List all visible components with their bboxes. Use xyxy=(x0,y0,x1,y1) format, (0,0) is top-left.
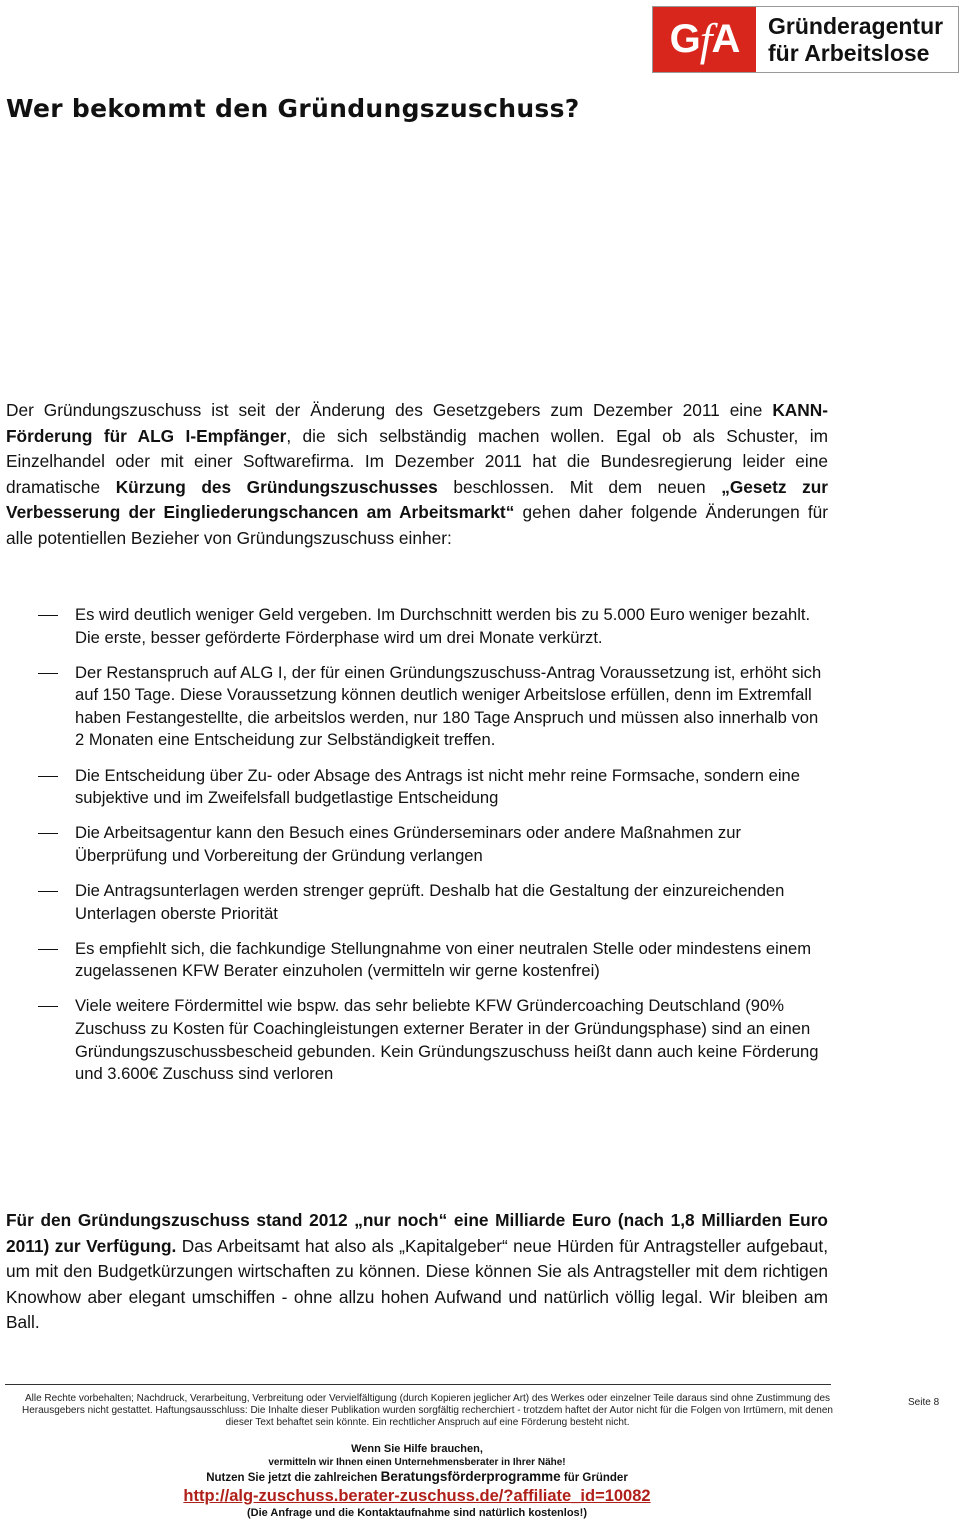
list-item-text: Es empfiehlt sich, die fachkundige Stellungnahme von einer neutralen Stelle oder mindestens einem zugelassenen KFW Berater einzuholen (vermitteln wir gerne kostenfrei) xyxy=(75,938,812,981)
footer-cta xyxy=(0,1442,834,1520)
list-item-text: Die Antragsunterlagen werden strenger geprüft. Deshalb hat die Gestaltung der einzureichenden Unterlagen oberste Priorität xyxy=(75,880,785,923)
list-item-text: Der Restanspruch auf ALG I, der für einen Gründungszuschuss-Antrag Voraussetzung ist, erhöht sich auf 150 Tage. Diese Voraussetzung können deutlich weniger Arbeitslose erfüllen, denn im Extremfall haben Festangestellte, die arbeitslos werden, nur 180 Tage Anspruch und müssen also innerhalb von 2 Monaten eine Entscheidung zur Selbständigkeit treffen. xyxy=(75,662,822,750)
footer-divider xyxy=(5,1384,831,1385)
dash-bullet-icon xyxy=(38,949,58,950)
dash-bullet-icon xyxy=(38,776,58,777)
dash-bullet-icon xyxy=(38,891,58,892)
intro-text: gehen daher folgende Änderungen für alle potentiellen Bezieher von Gründungszuschuss einher: xyxy=(6,502,829,548)
dash-bullet-icon xyxy=(38,1006,58,1007)
intro-paragraph xyxy=(6,398,828,551)
cta-line-2: vermitteln wir Ihnen einen Unternehmensberater in Ihrer Nähe! xyxy=(268,1457,566,1468)
legal-notice: Alle Rechte vorbehalten; Nachdruck, Verarbeitung, Verbreitung oder Vervielfältigung (durch Kopieren jeglicher Art) des Werkes oder einzelner Teile daraus sind ohne Zustimmung des Herausgebers nicht gestattet. Haftungsausschluss: Die Inhalte dieser Publikation wurden sorgfältig recherchiert - trotzdem haftet der Autor nicht für die Folgen von Irrtümern, mit denen dieser Text behaftet sein könnte. Ein rechtlicher Anspruch auf eine Förderung besteht nicht. xyxy=(22,1393,833,1428)
logo-line-2: für Arbeitslose xyxy=(768,40,930,66)
logo-line-1: Gründeragentur xyxy=(768,13,944,39)
cta-program: Beratungsförderprogramme xyxy=(380,1469,561,1484)
final-bold: Für den Gründungszuschuss stand 2012 „nur noch“ eine Milliarde Euro (nach 1,8 Milliarden Euro 2011) zur Verfügung. xyxy=(6,1210,828,1256)
list-item-text: Es wird deutlich weniger Geld vergeben. Im Durchschnitt werden bis zu 5.000 Euro weniger bezahlt. Die erste, besser geförderte Förderphase wird um drei Monate verkürzt. xyxy=(75,605,811,647)
affiliate-link[interactable]: http://alg-zuschuss.berater-zuschuss.de/?affiliate_id=10082 xyxy=(183,1487,651,1505)
list-item xyxy=(0,765,830,810)
cta-text: Nutzen Sie jetzt die zahlreichen xyxy=(206,1472,381,1484)
intro-bold: KANN-Förderung für ALG I-Empfänger xyxy=(6,400,828,446)
list-item xyxy=(0,604,830,649)
final-paragraph xyxy=(6,1208,828,1336)
intro-bold: Kürzung des Gründungszuschusses xyxy=(115,476,438,497)
intro-text: Der Gründungszuschuss ist seit der Änderung des Gesetzgebers zum Dezember 2011 eine xyxy=(6,400,773,420)
list-item-text: Die Entscheidung über Zu- oder Absage des Antrags ist nicht mehr reine Formsache, sondern eine subjektive und im Zweifelsfall budgetlastige Entscheidung xyxy=(75,765,800,808)
cta-text: für Gründer xyxy=(560,1472,628,1484)
cta-line-3 xyxy=(0,1469,834,1486)
changes-list xyxy=(0,604,830,1098)
logo-text xyxy=(756,7,943,72)
gfa-logo xyxy=(652,6,959,73)
list-item xyxy=(0,662,830,752)
intro-text: beschlossen. Mit dem neuen xyxy=(437,476,722,497)
dash-bullet-icon xyxy=(38,615,58,616)
dash-bullet-icon xyxy=(38,673,58,674)
page-number: Seite 8 xyxy=(908,1397,940,1408)
list-item xyxy=(0,938,830,983)
list-item xyxy=(0,995,830,1085)
page-heading: Wer bekommt den Gründungszuschuss? xyxy=(6,94,580,123)
cta-line-5: (Die Anfrage und die Kontaktaufnahme sind natürlich kostenlos!) xyxy=(246,1507,587,1519)
dash-bullet-icon xyxy=(38,833,58,834)
list-item xyxy=(0,880,830,925)
final-text: Das Arbeitsamt hat also als „Kapitalgeber“ neue Hürden für Antragsteller aufgebaut, um mit den Budgetkürzungen wirtschaften zu können. Diese können Sie als Antragsteller mit dem richtigen Knowhow aber elegant umschiffen - ohne allzu hohen Aufwand und natürlich völlig legal. Wir bleiben am Ball. xyxy=(6,1235,829,1332)
list-item-text: Viele weitere Fördermittel wie bspw. das sehr beliebte KFW Gründercoaching Deutschland (90% Zuschuss zu Kosten für Coachingleistungen externer Berater in der Gründungsphase) sind an einen Gründungszuschussbescheid gebunden. Kein Gründungszuschuss heißt dann auch keine Förderung und 3.600€ Zuschuss sind verloren xyxy=(75,996,819,1084)
intro-text: , die sich selbständig machen wollen. Egal ob als Schuster, im Einzelhandel oder mit einer Softwarefirma. Im Dezember 2011 hat die Bundesregierung leider eine dramatische xyxy=(6,425,828,497)
list-item-text: Die Arbeitsagentur kann den Besuch eines Gründerseminars oder andere Maßnahmen zur Überprüfung und Vorbereitung der Gründung verlangen xyxy=(75,823,741,865)
list-item xyxy=(0,822,830,867)
intro-bold: „Gesetz zur Verbesserung der Eingliederungschancen am Arbeitsmarkt“ xyxy=(6,476,828,522)
logo-mark: G f A xyxy=(653,7,756,72)
cta-line-1: Wenn Sie Hilfe brauchen, xyxy=(351,1443,483,1455)
